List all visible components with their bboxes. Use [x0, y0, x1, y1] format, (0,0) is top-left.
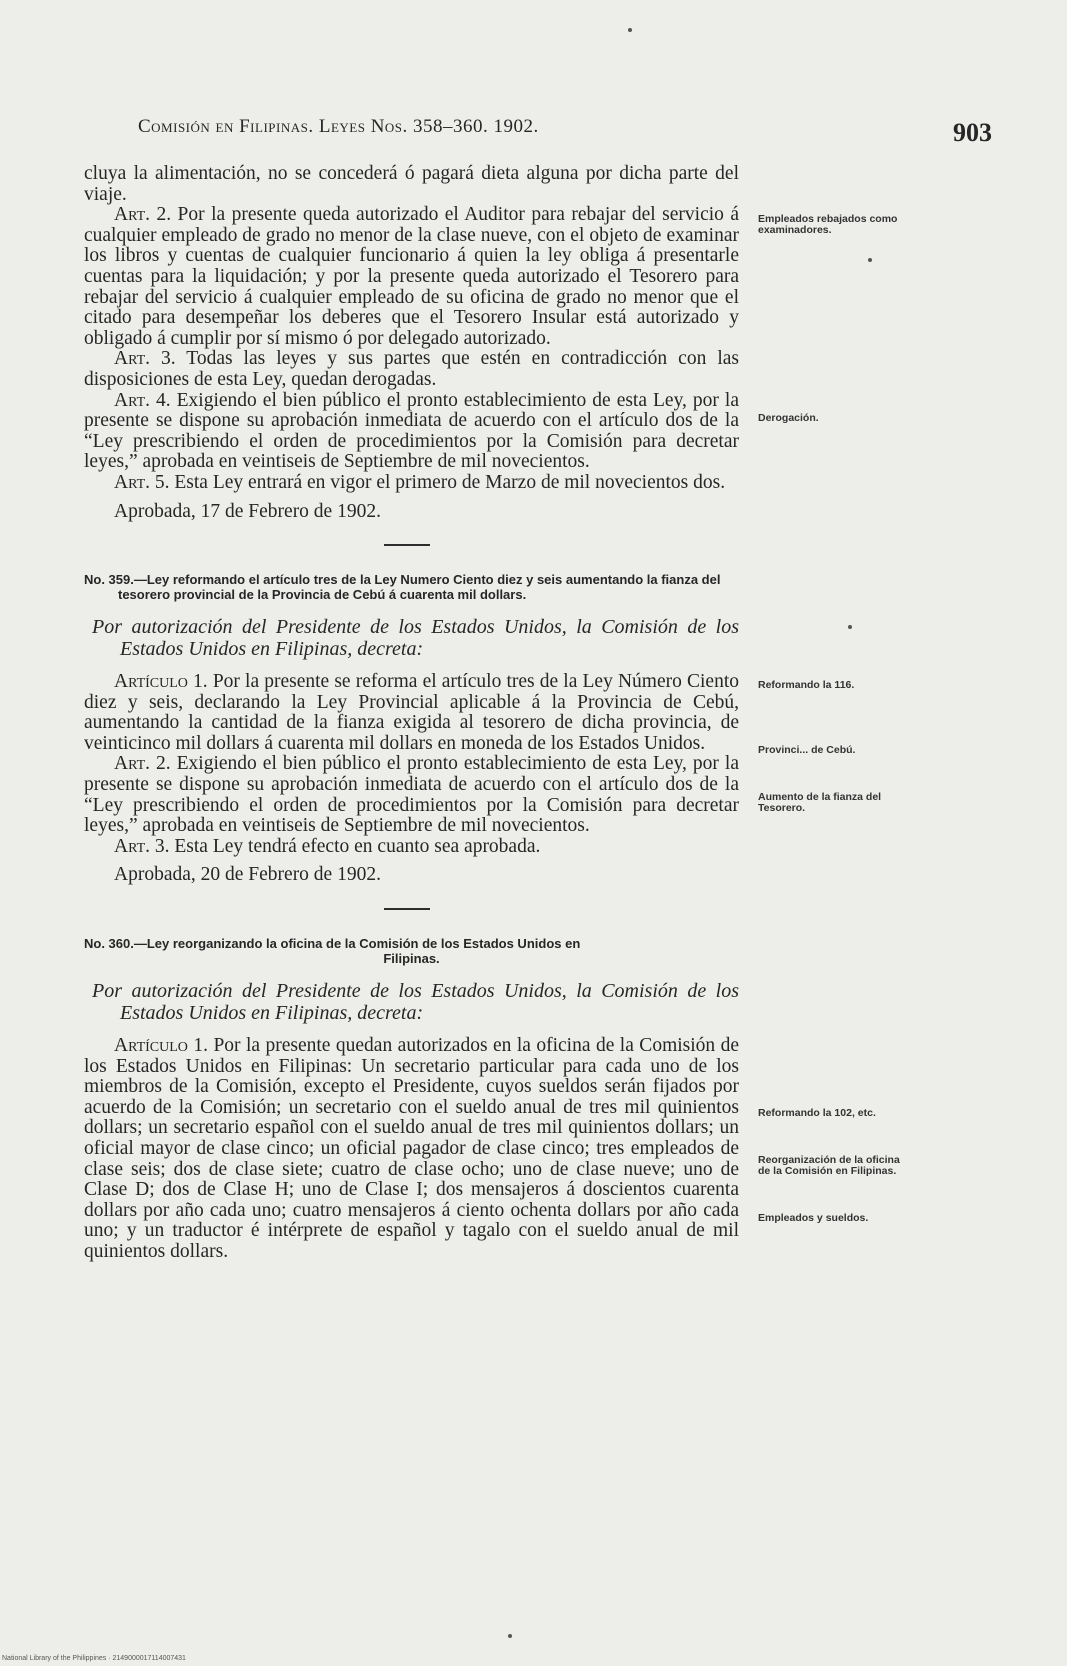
- article-label: Artículo 1.: [114, 671, 208, 693]
- enacting-clause: Por autorización del Presidente de los Estados Unidos, la Comisión de los Estados Unidos en Filipinas, decreta:: [92, 980, 739, 1025]
- section-divider: [384, 544, 430, 546]
- article-paragraph: [84, 754, 739, 836]
- law-title: No. 360.—Ley reorganizando la oficina de la Comisión de los Estados Unidos en: [84, 936, 581, 952]
- article-paragraph: [84, 391, 739, 473]
- article-text: Esta Ley tendrá efecto en cuanto sea aprobada.: [174, 835, 541, 857]
- article-text: Por la presente quedan autorizados en la oficina de la Comisión de los Estados Unidos en Filipinas: Un secretario particular para cada uno de los miembros de la Comisión, excepto el Presidente, cuyos sueldos serán fijados por acuerdo de la Comisión; un secretario con el sueldo anual de tres mil quinientos dollars; un secretario español con el sueldo anual de tres mil quinientos dollars; un oficial mayor de clase cinco; un oficial pagador de clase cinco; tres empleados de clase seis; dos de clase siete; cuatro de clase ocho; uno de clase nueve; uno de Clase D; dos de Clase H; uno de Clase I; dos mensajeros á doscientos cuarenta dollars por año cada uno; cuatro mensajeros á ciento ochenta dollars por año cada uno; y un traductor é intérprete de español y tagalo con el sueldo anual de mil quinientos dollars.: [84, 1035, 740, 1262]
- margin-note: Empleados rebajados como examinadores.: [758, 213, 898, 236]
- library-footer: National Library of the Philippines · 2149000017114007431: [2, 1655, 186, 1662]
- speck-mark: [848, 625, 852, 629]
- page-number: 903: [953, 118, 992, 147]
- margin-note: Provinci... de Cebú.: [758, 744, 856, 756]
- article-text: Por la presente queda autorizado el Auditor para rebajar del servicio á cualquier empleado de grado no menor de la clase nueve, con el objeto de examinar los libros y cuentas de cualquier funcionario á quien la ley obliga á presentarle cuentas para la liquidación; y por la presente queda autorizado el Tesorero para rebajar del servicio á cualquier empleado de su oficina de grado no menor que el citado para desempeñar los deberes que el Tesorero Insular está autorizado y obligado á cumplir por sí mismo ó por delegado autorizado.: [84, 204, 739, 349]
- article-label: Art. 4.: [114, 389, 171, 411]
- margin-note: Derogación.: [758, 412, 819, 424]
- margin-note: Reformando la 102, etc.: [758, 1107, 876, 1119]
- article-label: Art. 3.: [114, 835, 170, 857]
- article-label: Art. 5.: [114, 471, 170, 493]
- article-paragraph: [84, 349, 739, 390]
- page-body: [84, 164, 739, 1263]
- margin-note: Reformando la 116.: [758, 679, 855, 691]
- article-text: Exigiendo el bien público el pronto establecimiento de esta Ley, por la presente se dispone su aprobación inmediata de acuerdo con el artículo dos de la “Ley prescribiendo el orden de procedimientos por la Comisión para decretar leyes,” aprobada en veintiseis de Septiembre de mil novecientos.: [84, 389, 739, 473]
- article-label: Art. 3.: [114, 348, 176, 370]
- approval-date: Aprobada, 17 de Febrero de 1902.: [114, 500, 381, 522]
- article-text: Todas las leyes y sus partes que estén en contradicción con las disposiciones de esta Ley, quedan derogadas.: [84, 348, 739, 390]
- article-paragraph: [84, 672, 739, 754]
- enacting-clause: Por autorización del Presidente de los Estados Unidos, la Comisión de los Estados Unidos en Filipinas, decreta:: [92, 616, 739, 661]
- article-label: Artículo 1.: [114, 1035, 208, 1057]
- article-paragraph: [84, 837, 739, 858]
- article-text: Exigiendo el bien público el pronto establecimiento de esta Ley, por la presente se dispone su aprobación inmediata de acuerdo con el artículo dos de la “Ley prescribiendo el orden de procedimientos por la Comisión para decretar leyes,” aprobada en veintiseis de Septiembre de mil novecientos.: [84, 753, 739, 837]
- article-label: Art. 2.: [114, 204, 172, 226]
- law-title: No. 359.—Ley reformando el artículo tres de la Ley Numero Ciento diez y seis aumentando la fianza del tesorero provincial de la Provincia de Cebú á cuarenta mil dollars.: [84, 572, 721, 603]
- margin-note: Aumento de la fianza del Tesorero.: [758, 791, 882, 814]
- law-title-continued: Filipinas.: [383, 951, 440, 967]
- margin-note: Reorganización de la oficina de la Comisión en Filipinas.: [758, 1154, 900, 1177]
- article-paragraph: [84, 205, 739, 349]
- margin-note: Empleados y sueldos.: [758, 1212, 869, 1224]
- article-paragraph: [84, 473, 739, 494]
- speck-mark: [628, 28, 632, 32]
- article-label: Art. 2.: [114, 753, 171, 775]
- section-divider: [384, 908, 430, 910]
- approval-date: Aprobada, 20 de Febrero de 1902.: [114, 864, 381, 886]
- article-paragraph: [84, 1036, 739, 1263]
- speck-mark: [868, 258, 872, 262]
- article-text: Por la presente se reforma el artículo tres de la Ley Número Ciento diez y seis, declarando la Ley Provincial aplicable á la Provincia de Cebú, aumentando la cantidad de la fianza exigida al tesorero de dicha provincia, de veinticinco mil dollars á cuarenta mil dollars en moneda de los Estados Unidos.: [84, 671, 739, 754]
- article-text: Esta Ley entrará en vigor el primero de Marzo de mil novecientos dos.: [174, 471, 726, 493]
- running-header: Comisión en Filipinas. Leyes Nos. 358–360. 1902.: [138, 116, 539, 137]
- paragraph: cluya la alimentación, no se concederá ó pagará dieta alguna por dicha parte del viaje.: [84, 163, 739, 205]
- speck-mark: [508, 1634, 512, 1638]
